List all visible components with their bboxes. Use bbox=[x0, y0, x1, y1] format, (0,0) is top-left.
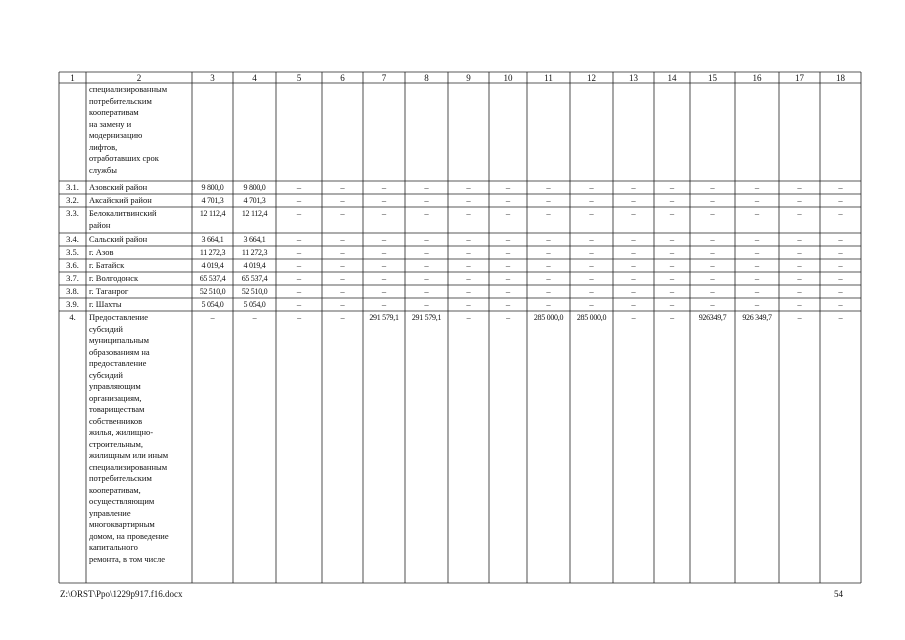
row-empty-dash: – bbox=[631, 234, 636, 244]
row-empty-dash: – bbox=[424, 208, 429, 218]
row-value-col4: 52 510,0 bbox=[241, 287, 268, 296]
row-empty-dash: – bbox=[381, 286, 387, 296]
row-empty-dash: – bbox=[424, 182, 429, 192]
row-empty-dash: – bbox=[424, 273, 429, 283]
column-header-8: 8 bbox=[424, 73, 429, 83]
row-name: г. Батайск bbox=[89, 260, 125, 270]
row-empty-dash: – bbox=[424, 286, 429, 296]
row-empty-dash: – bbox=[589, 234, 594, 244]
column-header-5: 5 bbox=[296, 73, 302, 83]
row4-value-col6: – bbox=[340, 313, 345, 322]
row-empty-dash: – bbox=[505, 299, 511, 309]
row-empty-dash: – bbox=[838, 247, 843, 257]
row-empty-dash: – bbox=[296, 234, 302, 244]
row4-value-col9: – bbox=[466, 313, 471, 322]
row-empty-dash: – bbox=[838, 260, 843, 270]
row-empty-dash: – bbox=[838, 182, 843, 192]
row-empty-dash: – bbox=[505, 286, 511, 296]
row4-value-col5: – bbox=[297, 313, 301, 322]
row-empty-dash: – bbox=[546, 286, 551, 296]
row-name: Аксайский район bbox=[89, 195, 152, 205]
row-empty-dash: – bbox=[838, 208, 843, 218]
row-empty-dash: – bbox=[797, 208, 802, 218]
row-empty-dash: – bbox=[505, 195, 511, 205]
row-empty-dash: – bbox=[589, 260, 594, 270]
row-empty-dash: – bbox=[546, 273, 551, 283]
row-number: 3.1. bbox=[66, 182, 79, 192]
row-value-col4: 4 701,3 bbox=[243, 196, 266, 205]
row-name: г. Азов bbox=[89, 247, 114, 257]
row-empty-dash: – bbox=[589, 182, 594, 192]
row-value-col3: 3 664,1 bbox=[201, 235, 224, 244]
row-empty-dash: – bbox=[296, 260, 302, 270]
row-empty-dash: – bbox=[669, 208, 675, 218]
column-header-18: 18 bbox=[836, 73, 845, 83]
row-empty-dash: – bbox=[381, 182, 387, 192]
row-empty-dash: – bbox=[710, 299, 715, 309]
row-value-col3: 65 537,4 bbox=[199, 274, 226, 283]
row-number: 3.6. bbox=[66, 260, 79, 270]
row-value-col4: 3 664,1 bbox=[243, 235, 266, 244]
row-empty-dash: – bbox=[381, 260, 387, 270]
row-name: г. Таганрог bbox=[89, 286, 129, 296]
row-empty-dash: – bbox=[466, 299, 471, 309]
row-empty-dash: – bbox=[340, 247, 345, 257]
row-empty-dash: – bbox=[381, 273, 387, 283]
row-empty-dash: – bbox=[669, 273, 675, 283]
row-empty-dash: – bbox=[754, 260, 760, 270]
row-number: 3.2. bbox=[66, 195, 79, 205]
row-value-col4: 9 800,0 bbox=[243, 183, 266, 192]
row-empty-dash: – bbox=[340, 182, 345, 192]
row-description: Предоставление субсидий муниципальным образованиям на предоставление субсидий управляющим организациям, товариществам собственников жилья, жилищно- строительным, жилищным или иным специализированным потребительским кооперативам, осуществляющим управление многоквартирным домом, на проведение капитального ремонта, в том числе bbox=[89, 312, 169, 564]
row-empty-dash: – bbox=[381, 234, 387, 244]
row-empty-dash: – bbox=[754, 299, 760, 309]
column-header-10: 10 bbox=[503, 73, 513, 83]
row-empty-dash: – bbox=[424, 195, 429, 205]
row-name: Азовский район bbox=[89, 182, 148, 192]
footer-file-path: Z:\ORST\Ppo\1229p917.f16.docx bbox=[60, 589, 183, 599]
row-empty-dash: – bbox=[710, 195, 715, 205]
column-header-11: 11 bbox=[544, 73, 553, 83]
row-empty-dash: – bbox=[631, 182, 636, 192]
row4-value-col8: 291 579,1 bbox=[411, 313, 442, 322]
row-value-col3: 4 701,3 bbox=[201, 196, 224, 205]
row-empty-dash: – bbox=[669, 286, 675, 296]
row-empty-dash: – bbox=[424, 247, 429, 257]
row-value-col4: 11 272,3 bbox=[241, 248, 268, 257]
row4-value-col12: 285 000,0 bbox=[576, 313, 607, 322]
row-empty-dash: – bbox=[754, 208, 760, 218]
column-header-15: 15 bbox=[708, 73, 717, 83]
row-empty-dash: – bbox=[631, 273, 636, 283]
row-empty-dash: – bbox=[505, 260, 511, 270]
row4-value-col17: – bbox=[797, 313, 802, 322]
row-empty-dash: – bbox=[710, 182, 715, 192]
row-empty-dash: – bbox=[466, 286, 471, 296]
row-empty-dash: – bbox=[381, 247, 387, 257]
row-empty-dash: – bbox=[296, 273, 302, 283]
row-empty-dash: – bbox=[505, 182, 511, 192]
row-empty-dash: – bbox=[296, 195, 302, 205]
row4-value-col15: 926349,7 bbox=[698, 313, 727, 322]
row-empty-dash: – bbox=[631, 247, 636, 257]
row-empty-dash: – bbox=[546, 195, 551, 205]
column-header-7: 7 bbox=[381, 73, 387, 83]
row-number: 3.8. bbox=[66, 286, 79, 296]
row-empty-dash: – bbox=[710, 273, 715, 283]
row-continuation-description: специализированным потребительским кооперативам на замену и модернизацию лифтов, отработавших срок службы bbox=[89, 84, 168, 175]
row-empty-dash: – bbox=[340, 286, 345, 296]
column-header-1: 1 bbox=[70, 73, 75, 83]
row-empty-dash: – bbox=[710, 208, 715, 218]
row4-value-col7: 291 579,1 bbox=[369, 313, 399, 322]
row-empty-dash: – bbox=[669, 299, 675, 309]
row-empty-dash: – bbox=[838, 195, 843, 205]
column-header-9: 9 bbox=[466, 73, 471, 83]
row-empty-dash: – bbox=[296, 182, 302, 192]
row4-value-col18: – bbox=[838, 313, 843, 322]
column-header-17: 17 bbox=[795, 73, 804, 83]
footer-page-number: 54 bbox=[834, 589, 843, 599]
row-empty-dash: – bbox=[466, 182, 471, 192]
row-empty-dash: – bbox=[424, 299, 429, 309]
row-empty-dash: – bbox=[710, 234, 715, 244]
row-empty-dash: – bbox=[505, 247, 511, 257]
row-empty-dash: – bbox=[589, 273, 594, 283]
row-empty-dash: – bbox=[669, 234, 675, 244]
row-number: 3.4. bbox=[66, 234, 79, 244]
row-number: 3.3. bbox=[66, 208, 79, 218]
row-value-col3: 4 019,4 bbox=[201, 261, 224, 270]
row-empty-dash: – bbox=[505, 208, 511, 218]
row-name: г. Волгодонск bbox=[89, 273, 139, 283]
row-empty-dash: – bbox=[589, 299, 594, 309]
row-empty-dash: – bbox=[631, 260, 636, 270]
row-empty-dash: – bbox=[546, 234, 551, 244]
row-empty-dash: – bbox=[797, 195, 802, 205]
row4-value-col13: – bbox=[631, 313, 636, 322]
row-empty-dash: – bbox=[754, 234, 760, 244]
row-empty-dash: – bbox=[466, 208, 471, 218]
row-empty-dash: – bbox=[381, 195, 387, 205]
row-number: 3.5. bbox=[66, 247, 79, 257]
row-value-col4: 4 019,4 bbox=[243, 261, 266, 270]
row-empty-dash: – bbox=[754, 286, 760, 296]
row-empty-dash: – bbox=[631, 299, 636, 309]
row-empty-dash: – bbox=[589, 208, 594, 218]
row-empty-dash: – bbox=[797, 234, 802, 244]
row-empty-dash: – bbox=[797, 286, 802, 296]
row-empty-dash: – bbox=[381, 208, 387, 218]
column-header-6: 6 bbox=[340, 73, 345, 83]
row-number: 3.7. bbox=[66, 273, 79, 283]
row-empty-dash: – bbox=[296, 299, 302, 309]
row-empty-dash: – bbox=[838, 273, 843, 283]
row-empty-dash: – bbox=[340, 234, 345, 244]
row-empty-dash: – bbox=[631, 195, 636, 205]
row-name: г. Шахты bbox=[89, 299, 122, 309]
row-number: 3.9. bbox=[66, 299, 79, 309]
row-empty-dash: – bbox=[466, 273, 471, 283]
row-empty-dash: – bbox=[838, 286, 843, 296]
row-empty-dash: – bbox=[340, 299, 345, 309]
row-empty-dash: – bbox=[546, 247, 551, 257]
row-empty-dash: – bbox=[505, 234, 511, 244]
row-empty-dash: – bbox=[546, 182, 551, 192]
row4-value-col11: 285 000,0 bbox=[533, 313, 564, 322]
row-empty-dash: – bbox=[797, 247, 802, 257]
row-name: Сальский район bbox=[89, 234, 148, 244]
row-empty-dash: – bbox=[505, 273, 511, 283]
row4-value-col3: – bbox=[210, 313, 215, 322]
column-header-2: 2 bbox=[136, 73, 142, 83]
row-empty-dash: – bbox=[424, 234, 429, 244]
row-empty-dash: – bbox=[797, 299, 802, 309]
row-empty-dash: – bbox=[589, 247, 594, 257]
row-number: 4. bbox=[69, 312, 76, 322]
row-empty-dash: – bbox=[838, 234, 843, 244]
row-empty-dash: – bbox=[589, 286, 594, 296]
row-empty-dash: – bbox=[466, 260, 471, 270]
row-empty-dash: – bbox=[546, 299, 551, 309]
row-name: Белокалитвинский район bbox=[89, 208, 157, 230]
row-empty-dash: – bbox=[296, 286, 302, 296]
row-empty-dash: – bbox=[797, 182, 802, 192]
row-empty-dash: – bbox=[381, 299, 387, 309]
row-value-col4: 5 054,0 bbox=[243, 300, 266, 309]
row4-value-col10: – bbox=[506, 313, 510, 322]
row-value-col4: 12 112,4 bbox=[241, 209, 268, 218]
column-header-14: 14 bbox=[667, 73, 677, 83]
column-header-4: 4 bbox=[252, 73, 257, 83]
row-empty-dash: – bbox=[466, 195, 471, 205]
row-empty-dash: – bbox=[340, 195, 345, 205]
row-empty-dash: – bbox=[754, 195, 760, 205]
column-header-13: 13 bbox=[629, 73, 638, 83]
row-value-col3: 11 272,3 bbox=[199, 248, 226, 257]
row-empty-dash: – bbox=[754, 273, 760, 283]
row-empty-dash: – bbox=[797, 273, 802, 283]
row-empty-dash: – bbox=[340, 208, 345, 218]
row-empty-dash: – bbox=[546, 208, 551, 218]
row-empty-dash: – bbox=[296, 208, 302, 218]
column-header-12: 12 bbox=[587, 73, 596, 83]
row-empty-dash: – bbox=[797, 260, 802, 270]
row-empty-dash: – bbox=[631, 286, 636, 296]
row-empty-dash: – bbox=[340, 273, 345, 283]
row-empty-dash: – bbox=[669, 260, 675, 270]
row-empty-dash: – bbox=[710, 247, 715, 257]
row-empty-dash: – bbox=[631, 208, 636, 218]
row-empty-dash: – bbox=[466, 247, 471, 257]
row-value-col3: 52 510,0 bbox=[199, 287, 226, 296]
row-value-col3: 9 800,0 bbox=[201, 183, 224, 192]
row-empty-dash: – bbox=[710, 260, 715, 270]
row4-value-col14: – bbox=[670, 313, 674, 322]
row-empty-dash: – bbox=[710, 286, 715, 296]
row4-value-col16: 926 349,7 bbox=[742, 313, 772, 322]
row-empty-dash: – bbox=[424, 260, 429, 270]
row-value-col3: 12 112,4 bbox=[199, 209, 226, 218]
row-empty-dash: – bbox=[669, 247, 675, 257]
row-empty-dash: – bbox=[296, 247, 302, 257]
row-empty-dash: – bbox=[589, 195, 594, 205]
row4-value-col4: – bbox=[252, 313, 257, 322]
row-value-col4: 65 537,4 bbox=[241, 274, 268, 283]
row-empty-dash: – bbox=[669, 195, 675, 205]
row-empty-dash: – bbox=[838, 299, 843, 309]
row-empty-dash: – bbox=[466, 234, 471, 244]
row-empty-dash: – bbox=[546, 260, 551, 270]
column-header-16: 16 bbox=[752, 73, 762, 83]
row-value-col3: 5 054,0 bbox=[201, 300, 224, 309]
row-empty-dash: – bbox=[754, 182, 760, 192]
row-empty-dash: – bbox=[669, 182, 675, 192]
row-empty-dash: – bbox=[754, 247, 760, 257]
column-header-3: 3 bbox=[210, 73, 215, 83]
row-empty-dash: – bbox=[340, 260, 345, 270]
